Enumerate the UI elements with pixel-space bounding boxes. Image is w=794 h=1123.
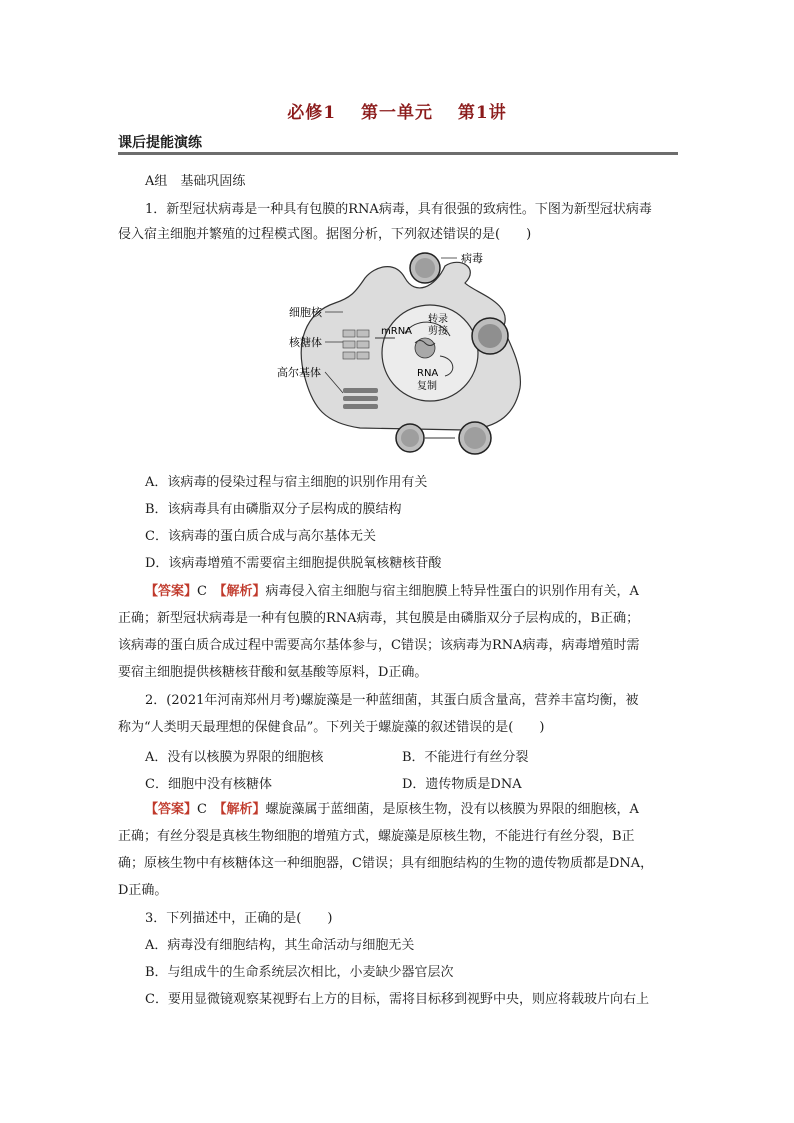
label-splicing: 剪接 [428,326,448,337]
q3-option-b: B．与组成牛的生命系统层次相比，小麦缺少器官层次 [145,965,454,980]
q1-option-a: A．该病毒的侵染过程与宿主细胞的识别作用有关 [145,475,428,490]
q2-option-b: B．不能进行有丝分裂 [402,750,529,765]
virus-top [410,253,440,283]
label-transcription: 转录 [428,314,448,325]
analysis-tag: 【解析】 [219,584,266,599]
q1-option-d: D．该病毒增殖不需要宿主细胞提供脱氧核糖核苷酸 [145,556,442,571]
q3-stem: 3．下列描述中，正确的是( ) [145,911,333,926]
q2-stem-line2: 称为“人类明天最理想的保健食品”。下列关于螺旋藻的叙述错误的是( ) [118,720,545,735]
rna-cluster [415,338,435,358]
q2-option-d: D．遗传物质是DNA [402,777,522,792]
answer-tag: 【答案】 [145,584,198,599]
label-rna: RNA [417,368,439,379]
q2-stem-line1: 2．(2021年河南郑州月考)螺旋藻是一种蓝细菌，其蛋白质含量高，营养丰富均衡，被 [145,693,639,708]
golgi [343,388,378,409]
q2-option-a: A．没有以核膜为界限的细胞核 [145,750,324,765]
analysis-tag: 【解析】 [219,802,266,817]
q1-stem-line2: 侵入宿主细胞并繁殖的过程模式图。据图分析，下列叙述错误的是( ) [118,227,532,242]
q2-analysis-line: 正确；有丝分裂是真核生物细胞的增殖方式，螺旋藻是原核生物，不能进行有丝分裂，B正 [118,829,635,844]
q1-analysis-line: 正确；新型冠状病毒是一种有包膜的RNA病毒，其包膜是由磷脂双分子层构成的，B正确； [118,611,640,626]
q1-answer-line [145,583,705,601]
q1-analysis-line: 要宿主细胞提供核糖核苷酸和氨基酸等原料，D正确。 [118,665,428,680]
q3-option-c: C．要用显微镜观察某视野右上方的目标，需将目标移到视野中央，则应将载玻片向右上 [145,992,649,1007]
q2-answer-line [145,801,705,819]
title-part: 第一单元 [361,103,433,123]
answer-value: C [197,584,207,599]
virus-budding [396,424,424,452]
label-ribosome: 核糖体 [289,336,322,349]
analysis-text: 螺旋藻属于蓝细菌，是原核生物，没有以核膜为界限的细胞核，A [265,802,639,817]
label-golgi: 高尔基体 [277,366,321,379]
title-part: 第1讲 [457,103,507,123]
q1-analysis-line: 该病毒的蛋白质合成过程中需要高尔基体参与，C错误；该病毒为RNA病毒，病毒增殖时需 [118,638,640,653]
answer-tag: 【答案】 [145,802,198,817]
analysis-text: 病毒侵入宿主细胞与宿主细胞膜上特异性蛋白的识别作用有关，A [265,584,639,599]
label-mrna: mRNA [381,326,413,337]
header-rule [118,152,678,155]
label-virus: 病毒 [461,252,483,265]
q3-option-a: A．病毒没有细胞结构，其生命活动与细胞无关 [145,938,415,953]
q2-option-c: C．细胞中没有核糖体 [145,777,272,792]
virus-infection-figure [265,248,555,466]
label-nucleus: 细胞核 [289,306,322,319]
q1-option-b: B．该病毒具有由磷脂双分子层构成的膜结构 [145,502,402,517]
q1-stem-line1: 1．新型冠状病毒是一种具有包膜的RNA病毒，具有很强的致病性。下图为新型冠状病毒 [145,202,652,217]
virus-released [459,422,491,454]
virus-entering [472,318,508,354]
group-heading: A组 基础巩固练 [145,174,246,189]
section-heading: 课后提能演练 [118,135,202,151]
q2-analysis-line: 确；原核生物中有核糖体这一种细胞器，C错误；具有细胞结构的生物的遗传物质都是DNA， [118,856,654,871]
label-replication: 复制 [417,381,437,392]
answer-value: C [197,802,207,817]
title-part: 必修1 [287,103,337,123]
q2-analysis-line: D正确。 [118,883,168,898]
q1-option-c: C．该病毒的蛋白质合成与高尔基体无关 [145,529,376,544]
page-title [0,98,794,123]
